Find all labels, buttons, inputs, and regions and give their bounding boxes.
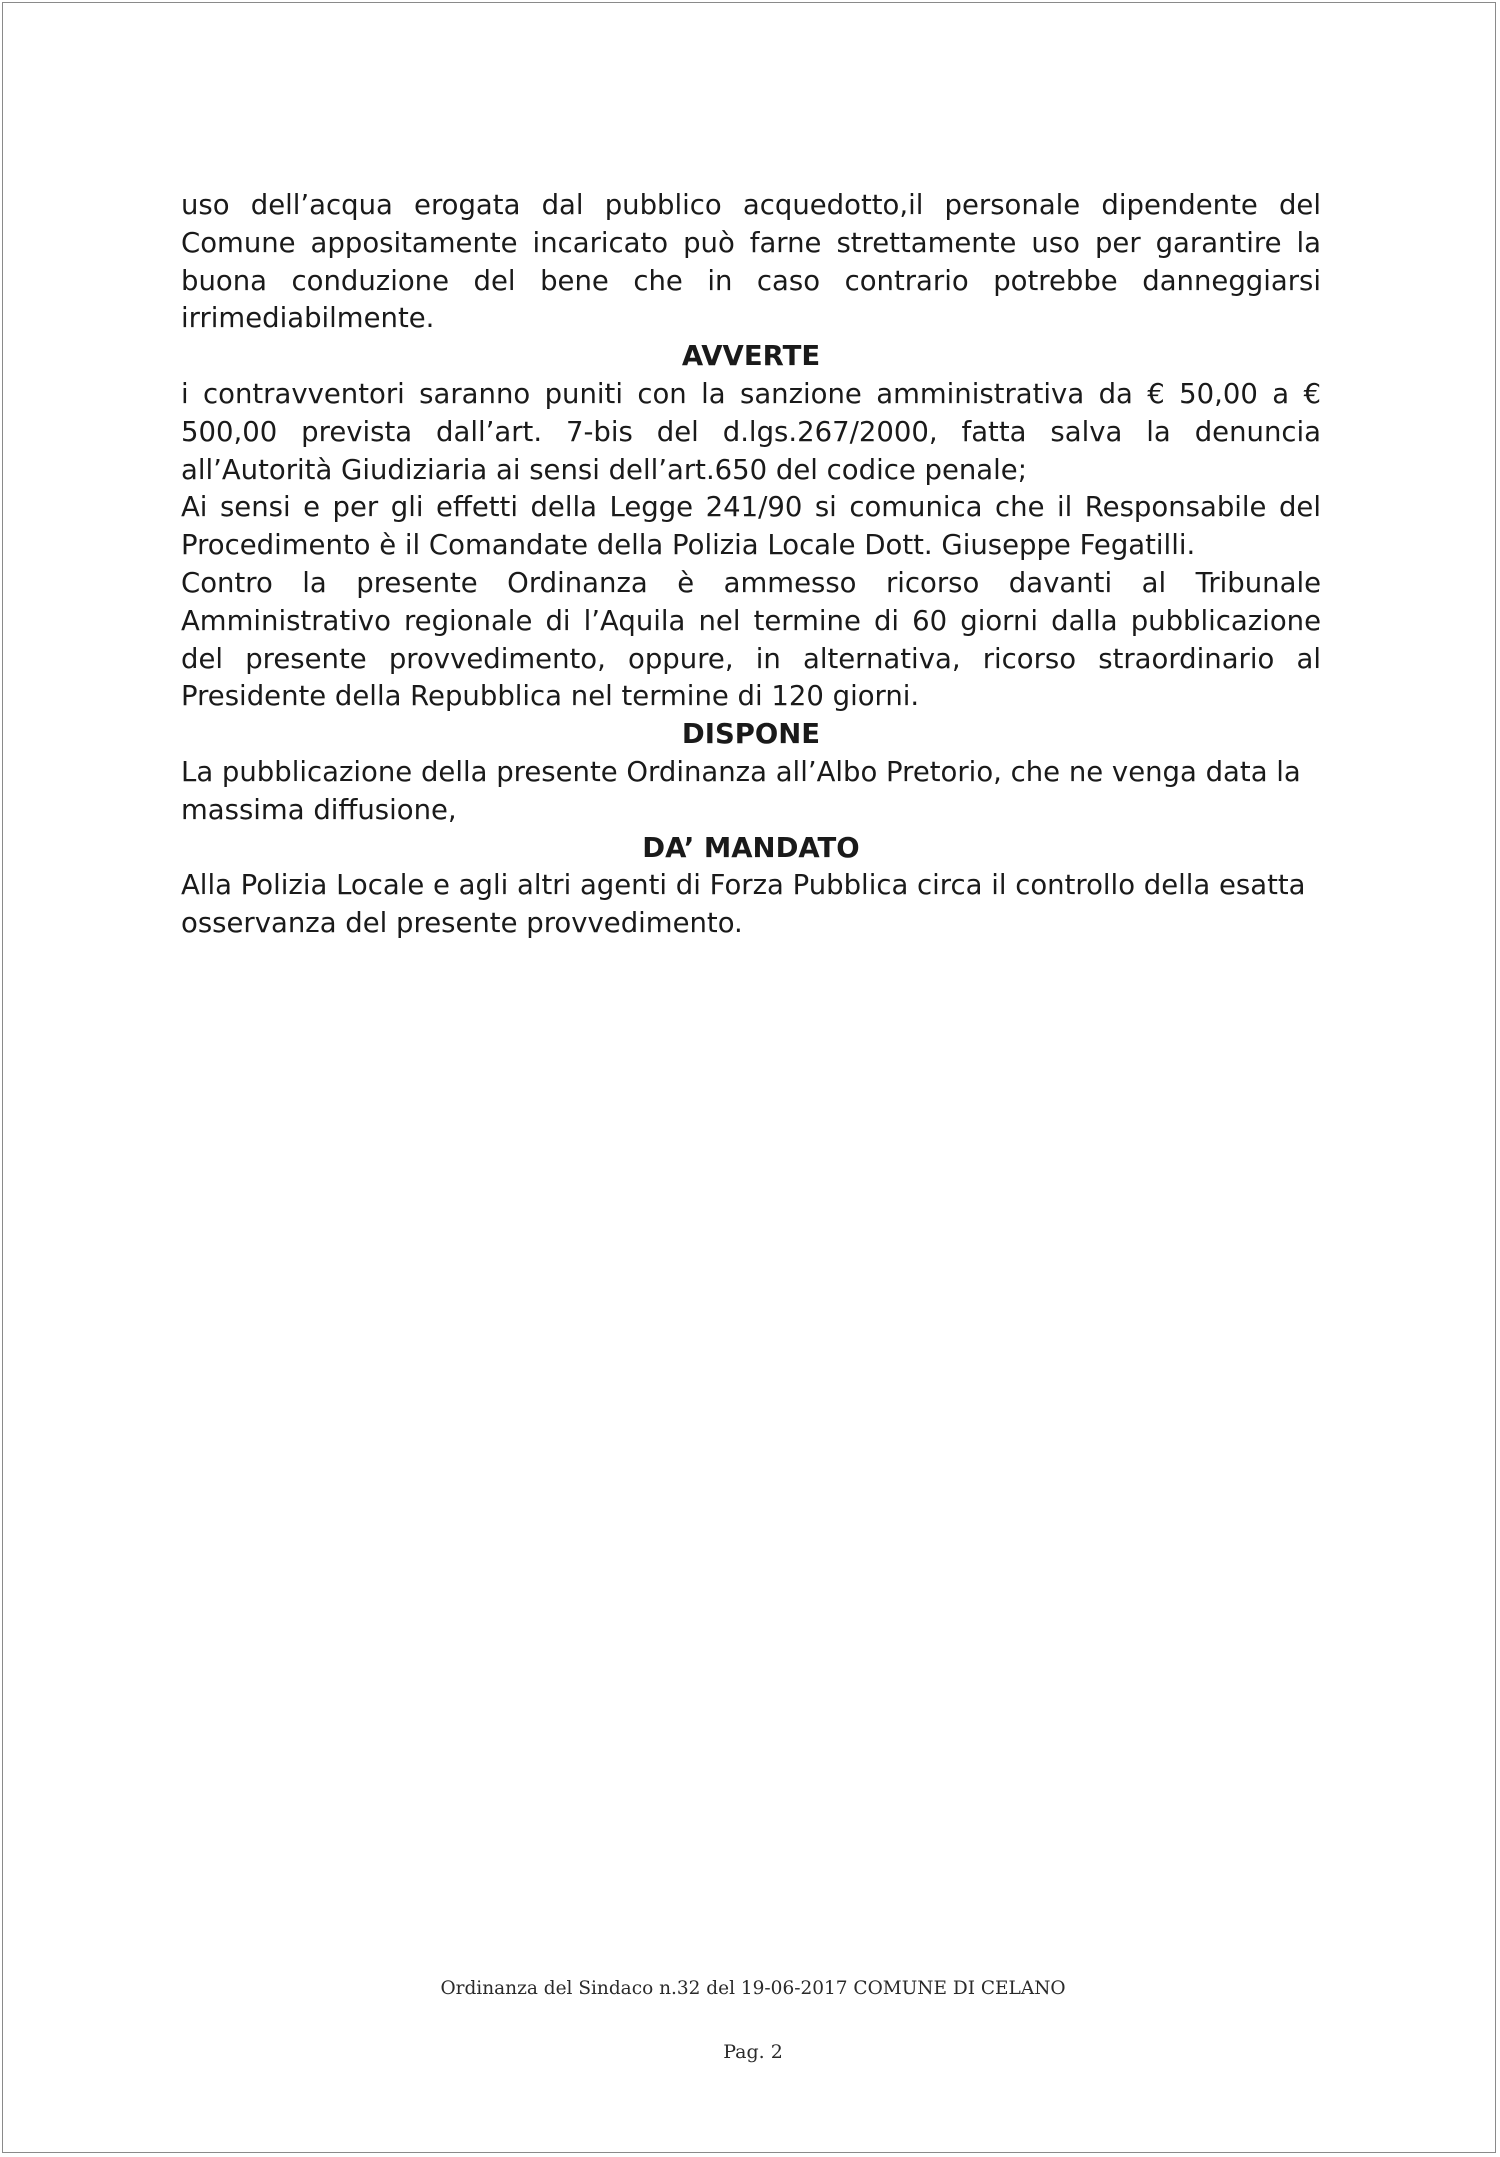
heading-dispone: DISPONE: [681, 718, 821, 751]
footer-ordinance-reference: Ordinanza del Sindaco n.32 del 19-06-2017 COMUNE DI CELANO: [440, 1978, 1066, 1999]
heading-da-mandato: DA’ MANDATO: [642, 831, 860, 864]
document-page: [2, 2, 1496, 2153]
paragraph-sanction: i contravventori saranno puniti con la sanzione amministrativa da € 50,00 a € 500,00 prevista dall’art. 7-bis del d.lgs.267/2000, fatta salva la denuncia all’Autorità Giudiziaria ai sensi dell’art.650 del codice penale;: [181, 377, 1321, 486]
paragraph-mandate: Alla Polizia Locale e agli altri agenti di Forza Pubblica circa il controllo della esatta osservanza del presente provvedimento.: [181, 869, 1306, 940]
paragraph-appeal: Contro la presente Ordinanza è ammesso ricorso davanti al Tribunale Amministrativo regionale di l’Aquila nel termine di 60 giorni dalla pubblicazione del presente provvedimento, oppure, in alternativa, ricorso straordinario al Presidente della Repubblica nel termine di 120 giorni.: [181, 566, 1321, 713]
heading-avverte: AVVERTE: [681, 340, 821, 373]
paragraph-water-use: uso dell’acqua erogata dal pubblico acquedotto,il personale dipendente del Comune appositamente incaricato può farne strettamente uso per garantire la buona conduzione del bene che in caso contrario potrebbe danneggiarsi irrimediabilmente.: [181, 189, 1321, 335]
paragraph-responsible: Ai sensi e per gli effetti della Legge 241/90 si comunica che il Responsabile del Procedimento è il Comandate della Polizia Locale Dott. Giuseppe Fegatilli.: [181, 491, 1321, 562]
document-body: [181, 187, 1321, 943]
paragraph-publication: La pubblicazione della presente Ordinanza all’Albo Pretorio, che ne venga data la massima diffusione,: [181, 755, 1301, 826]
page-number: Pag. 2: [723, 2041, 783, 2063]
